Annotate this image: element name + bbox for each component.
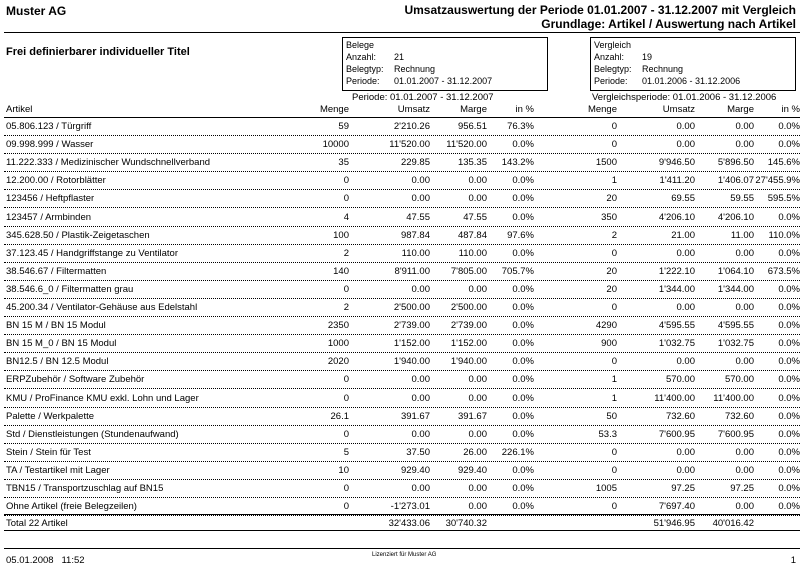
cell-m1: 35 (338, 157, 349, 169)
table-row (4, 281, 800, 299)
cell-g1: 11'520.00 (446, 139, 487, 151)
table-row (4, 335, 800, 353)
cell-artikel: 11.222.333 / Medizinischer Wundschnellverband (6, 157, 211, 169)
cell-g1: 135.35 (457, 157, 487, 169)
col-umsatz-compare: Umsatz (662, 104, 695, 115)
cell-p1: 97.6% (507, 229, 534, 241)
cell-g1: 0.00 (468, 483, 487, 494)
cell-g1: 1'152.00 (450, 338, 487, 350)
cell-m1: 0 (343, 374, 349, 386)
cell-artikel: 09.998.999 / Wasser (6, 139, 94, 151)
cell-u2: 1'344.00 (658, 283, 695, 295)
cell-g2: 4'595.55 (717, 320, 754, 332)
anzahl-label: Anzahl: (594, 52, 625, 62)
cell-u2: 69.55 (671, 193, 695, 205)
cell-u2: 0.00 (676, 464, 695, 476)
table-row (4, 480, 800, 498)
belegtyp-value: Rechnung (394, 64, 436, 74)
cell-u2: 0.00 (676, 302, 695, 313)
cell-p1: 0.0% (512, 247, 534, 259)
cell-m1: 0 (343, 193, 349, 205)
cell-p2: 0.0% (778, 283, 800, 295)
cell-g2: 0.00 (735, 501, 754, 513)
table-row (4, 426, 800, 444)
total-umsatz-compare: 51'946.95 (653, 518, 695, 529)
cell-m2: 4290 (595, 320, 617, 332)
table-row (4, 227, 800, 245)
cell-g1: 110.00 (458, 247, 487, 259)
cell-p2: 0.0% (778, 446, 800, 458)
cell-m2: 0 (611, 446, 617, 458)
cell-m1: 0 (343, 483, 349, 494)
cell-p2: 0.0% (778, 302, 800, 313)
cell-g1: 956.51 (457, 121, 487, 132)
cell-g1: 929.40 (457, 464, 487, 476)
cell-p2: 0.0% (778, 139, 800, 151)
cell-m1: 59 (338, 121, 349, 132)
table-row (4, 172, 800, 190)
cell-artikel: 12.200.00 / Rotorblätter (6, 175, 106, 187)
cell-g2: 0.00 (735, 247, 754, 259)
cell-u2: 1'411.20 (659, 175, 695, 187)
cell-m2: 0 (611, 464, 617, 476)
table-row (4, 353, 800, 371)
table-row (4, 245, 800, 263)
cell-m2: 1 (611, 374, 617, 386)
cell-m2: 1 (611, 392, 617, 404)
cell-g1: 0.00 (468, 374, 487, 386)
cell-m2: 0 (611, 501, 617, 513)
cell-u2: 97.25 (671, 483, 695, 494)
cell-p2: 0.0% (778, 356, 800, 368)
cell-artikel: TBN15 / Transportzuschlag auf BN15 (6, 483, 164, 494)
cell-p2: 0.0% (778, 211, 800, 223)
cell-m1: 1000 (327, 338, 349, 350)
cell-p2: 110.0% (768, 229, 800, 241)
cell-p1: 0.0% (512, 302, 534, 313)
cell-u1: 2'500.00 (393, 302, 430, 313)
cell-m2: 50 (606, 410, 617, 422)
cell-u1: 0.00 (411, 374, 430, 386)
cell-artikel: 345.628.50 / Plastik-Zeigetaschen (6, 229, 150, 241)
cell-u1: 987.84 (400, 229, 430, 241)
cell-u2: 0.00 (676, 356, 695, 368)
cell-m2: 0 (611, 247, 617, 259)
cell-g2: 0.00 (735, 464, 754, 476)
footer-divider (4, 548, 800, 549)
cell-artikel: KMU / ProFinance KMU exkl. Lohn und Lager (6, 392, 199, 404)
print-datetime: 05.01.2008 11:52 (6, 555, 85, 566)
anzahl-value: 19 (642, 52, 653, 62)
cell-m1: 0 (343, 501, 349, 513)
cell-g1: 0.00 (468, 501, 487, 513)
cell-p1: 0.0% (512, 211, 534, 223)
periode-label: Periode: (346, 76, 380, 86)
cell-u2: 0.00 (676, 446, 695, 458)
cell-artikel: BN 15 M / BN 15 Modul (6, 320, 106, 332)
cell-m2: 1500 (595, 157, 617, 169)
table-row (4, 263, 800, 281)
cell-u2: 11'400.00 (654, 392, 695, 404)
col-umsatz: Umsatz (397, 104, 430, 115)
cell-u1: 11'520.00 (389, 139, 430, 151)
cell-m1: 0 (343, 283, 349, 295)
cell-p1: 0.0% (512, 193, 534, 205)
cell-g1: 1'940.00 (450, 356, 487, 368)
table-row (4, 390, 800, 408)
cell-u1: -1'273.01 (390, 501, 430, 513)
cell-p2: 0.0% (778, 501, 800, 513)
cell-u2: 570.00 (665, 374, 695, 386)
cell-p1: 0.0% (512, 356, 534, 368)
compare-period-label: Vergleichsperiode: 01.01.2006 - 31.12.2006 (592, 92, 777, 103)
cell-u2: 7'600.95 (658, 428, 695, 440)
cell-g2: 1'344.00 (717, 283, 754, 295)
cell-m2: 900 (601, 338, 617, 350)
cell-p1: 0.0% (512, 410, 534, 422)
periode-label: Periode: (594, 76, 628, 86)
cell-p2: 0.0% (778, 338, 800, 350)
col-pct: in % (515, 104, 534, 115)
table-row (4, 299, 800, 317)
cell-g2: 0.00 (735, 356, 754, 368)
cell-m1: 5 (343, 446, 349, 458)
cell-artikel: 123457 / Armbinden (6, 211, 92, 223)
cell-u1: 37.50 (406, 446, 430, 458)
cell-g2: 0.00 (735, 446, 754, 458)
vergleich-info-box (590, 37, 796, 91)
cell-p2: 595.5% (767, 193, 800, 205)
report-title: Umsatzauswertung der Periode 01.01.2007 - 31.12.2007 mit Vergleich (404, 3, 796, 17)
table-row (4, 136, 800, 154)
cell-u2: 9'946.50 (658, 157, 695, 169)
col-menge-compare: Menge (587, 104, 617, 115)
cell-p1: 0.0% (512, 338, 534, 350)
cell-m2: 53.3 (598, 428, 617, 440)
cell-m2: 0 (611, 139, 617, 151)
periode-value: 01.01.2007 - 31.12.2007 (394, 76, 493, 86)
cell-g2: 1'032.75 (717, 338, 754, 350)
table-row (4, 408, 800, 426)
col-artikel: Artikel (6, 104, 33, 115)
cell-u1: 47.55 (406, 211, 430, 223)
cell-u2: 732.60 (665, 410, 695, 422)
cell-g1: 2'739.00 (450, 320, 487, 332)
cell-u2: 1'032.75 (658, 338, 695, 350)
cell-g2: 11'400.00 (713, 392, 754, 404)
cell-u2: 21.00 (671, 229, 695, 241)
cell-u2: 4'595.55 (658, 320, 695, 332)
cell-artikel: BN12.5 / BN 12.5 Modul (6, 356, 109, 368)
cell-m1: 4 (343, 211, 349, 223)
cell-p2: 27'455.9% (755, 175, 800, 187)
cell-m1: 140 (333, 265, 349, 277)
cell-artikel: Std / Dienstleistungen (Stundenaufwand) (6, 428, 179, 440)
cell-p2: 0.0% (778, 464, 800, 476)
cell-m1: 10000 (322, 139, 349, 151)
cell-m1: 10 (338, 464, 349, 476)
cell-g2: 1'064.10 (717, 265, 754, 277)
cell-u1: 0.00 (411, 175, 430, 187)
table-row (4, 118, 800, 136)
cell-g2: 570.00 (724, 374, 754, 386)
cell-artikel: TA / Testartikel mit Lager (6, 464, 110, 476)
cell-g1: 0.00 (468, 283, 487, 295)
current-period-label: Periode: 01.01.2007 - 31.12.2007 (352, 92, 494, 103)
cell-g2: 59.55 (730, 193, 754, 205)
cell-g2: 0.00 (735, 121, 754, 132)
cell-artikel: 37.123.45 / Handgriffstange zu Ventilator (6, 247, 179, 259)
cell-g1: 487.84 (457, 229, 487, 241)
col-pct-compare: in % (781, 104, 800, 115)
cell-p2: 673.5% (767, 265, 800, 277)
cell-u1: 1'152.00 (393, 338, 430, 350)
cell-p2: 0.0% (778, 247, 800, 259)
cell-artikel: 123456 / Heftpflaster (6, 193, 95, 205)
cell-m1: 0 (343, 392, 349, 404)
total-umsatz: 32'433.06 (388, 518, 430, 529)
table-row (4, 371, 800, 389)
table-row (4, 317, 800, 335)
cell-p1: 0.0% (512, 428, 534, 440)
cell-g1: 7'805.00 (450, 265, 487, 277)
cell-artikel: 45.200.34 / Ventilator-Gehäuse aus Edelstahl (6, 302, 198, 313)
belegtyp-label: Belegtyp: (346, 64, 384, 74)
cell-m2: 350 (601, 211, 617, 223)
total-marge: 30'740.32 (445, 518, 487, 529)
col-marge: Marge (460, 104, 487, 115)
report-subtitle: Frei definierbarer individueller Titel (6, 46, 190, 58)
cell-p2: 0.0% (778, 121, 800, 132)
cell-m1: 2020 (327, 356, 349, 368)
cell-artikel: Ohne Artikel (freie Belegzeilen) (6, 501, 137, 513)
cell-g2: 0.00 (735, 302, 754, 313)
cell-u1: 0.00 (411, 483, 430, 494)
cell-m1: 2 (343, 247, 349, 259)
cell-p1: 0.0% (512, 320, 534, 332)
cell-m2: 20 (606, 265, 617, 277)
cell-p1: 0.0% (512, 392, 534, 404)
cell-m2: 0 (611, 302, 617, 313)
table-row (4, 444, 800, 462)
page-number: 1 (790, 555, 796, 566)
cell-p2: 0.0% (778, 410, 800, 422)
cell-u2: 0.00 (676, 247, 695, 259)
cell-p1: 0.0% (512, 139, 534, 151)
cell-p2: 0.0% (778, 428, 800, 440)
cell-p1: 76.3% (507, 121, 534, 132)
table-row (4, 209, 800, 227)
total-label: Total 22 Artikel (6, 518, 68, 529)
periode-value: 01.01.2006 - 31.12.2006 (642, 76, 741, 86)
cell-u1: 229.85 (400, 157, 430, 169)
belege-info-box (342, 37, 548, 91)
cell-artikel: Stein / Stein für Test (6, 446, 91, 458)
cell-g2: 5'896.50 (717, 157, 754, 169)
col-menge: Menge (319, 104, 349, 115)
anzahl-label: Anzahl: (346, 52, 377, 62)
cell-m2: 20 (606, 193, 617, 205)
cell-p1: 0.0% (512, 501, 534, 513)
report-basis: Grundlage: Artikel / Auswertung nach Artikel (541, 17, 796, 31)
cell-artikel: 05.806.123 / Türgriff (6, 121, 92, 132)
table-row (4, 154, 800, 172)
cell-p1: 0.0% (512, 283, 534, 295)
cell-g1: 0.00 (468, 392, 487, 404)
cell-m2: 1 (611, 175, 617, 187)
belegtyp-value: Rechnung (642, 64, 684, 74)
cell-g1: 47.55 (463, 211, 487, 223)
cell-p1: 0.0% (512, 374, 534, 386)
cell-artikel: ERPZubehör / Software Zubehör (6, 374, 145, 386)
table-row (4, 462, 800, 480)
cell-artikel: Palette / Werkpalette (6, 410, 95, 422)
cell-u1: 8'911.00 (394, 265, 430, 277)
license-note: Lizenziert für Muster AG (372, 552, 437, 558)
cell-p1: 226.1% (501, 446, 534, 458)
cell-g2: 0.00 (735, 139, 754, 151)
cell-u1: 2'739.00 (393, 320, 430, 332)
cell-u1: 0.00 (411, 193, 430, 205)
cell-g1: 0.00 (468, 175, 487, 187)
cell-p2: 0.0% (778, 392, 800, 404)
cell-g2: 11.00 (730, 229, 754, 241)
cell-u1: 0.00 (411, 392, 430, 404)
cell-m1: 2 (343, 302, 349, 313)
cell-u1: 0.00 (411, 283, 430, 295)
cell-g1: 391.67 (457, 410, 487, 422)
cell-m1: 26.1 (330, 410, 349, 422)
cell-u1: 0.00 (411, 428, 430, 440)
total-marge-compare: 40'016.42 (712, 518, 754, 529)
cell-m2: 2 (611, 229, 617, 241)
cell-u2: 1'222.10 (658, 265, 695, 277)
cell-u2: 0.00 (676, 121, 695, 132)
cell-g1: 0.00 (468, 193, 487, 205)
cell-m1: 0 (343, 428, 349, 440)
belege-box-title: Belege (346, 40, 375, 50)
cell-m2: 20 (606, 283, 617, 295)
anzahl-value: 21 (394, 52, 405, 62)
col-marge-compare: Marge (727, 104, 754, 115)
company-name: Muster AG (6, 4, 67, 18)
cell-p1: 143.2% (501, 157, 534, 169)
cell-p2: 0.0% (778, 374, 800, 386)
cell-m2: 0 (611, 121, 617, 132)
cell-u1: 929.40 (400, 464, 430, 476)
cell-artikel: 38.546.6_0 / Filtermatten grau (6, 283, 134, 295)
cell-g1: 2'500.00 (450, 302, 487, 313)
cell-m1: 100 (333, 229, 349, 241)
cell-u1: 110.00 (401, 247, 430, 259)
cell-u2: 4'206.10 (658, 211, 695, 223)
cell-p1: 0.0% (512, 483, 534, 494)
cell-g2: 7'600.95 (717, 428, 754, 440)
cell-p1: 0.0% (512, 175, 534, 187)
cell-artikel: BN 15 M_0 / BN 15 Modul (6, 338, 117, 350)
table-row (4, 190, 800, 208)
cell-g2: 4'206.10 (717, 211, 754, 223)
cell-g1: 26.00 (463, 446, 487, 458)
cell-g1: 0.00 (468, 428, 487, 440)
cell-p2: 0.0% (778, 320, 800, 332)
cell-m1: 0 (343, 175, 349, 187)
cell-p1: 705.7% (501, 265, 534, 277)
table-header (4, 104, 800, 118)
cell-m1: 2350 (327, 320, 349, 332)
cell-p1: 0.0% (512, 464, 534, 476)
belegtyp-label: Belegtyp: (594, 64, 632, 74)
cell-g2: 1'406.07 (717, 175, 754, 187)
cell-m2: 0 (611, 356, 617, 368)
cell-u1: 391.67 (400, 410, 430, 422)
vergleich-box-title: Vergleich (594, 40, 632, 50)
cell-u2: 0.00 (676, 139, 695, 151)
cell-artikel: 38.546.67 / Filtermatten (6, 265, 107, 277)
cell-p2: 145.6% (767, 157, 800, 169)
cell-m2: 1005 (595, 483, 617, 494)
cell-u1: 2'210.26 (393, 121, 430, 132)
total-row (4, 514, 800, 531)
cell-g2: 97.25 (730, 483, 754, 494)
cell-p2: 0.0% (778, 483, 800, 494)
header-divider (4, 32, 800, 33)
cell-u2: 7'697.40 (658, 501, 695, 513)
cell-g2: 732.60 (724, 410, 754, 422)
cell-u1: 1'940.00 (393, 356, 430, 368)
